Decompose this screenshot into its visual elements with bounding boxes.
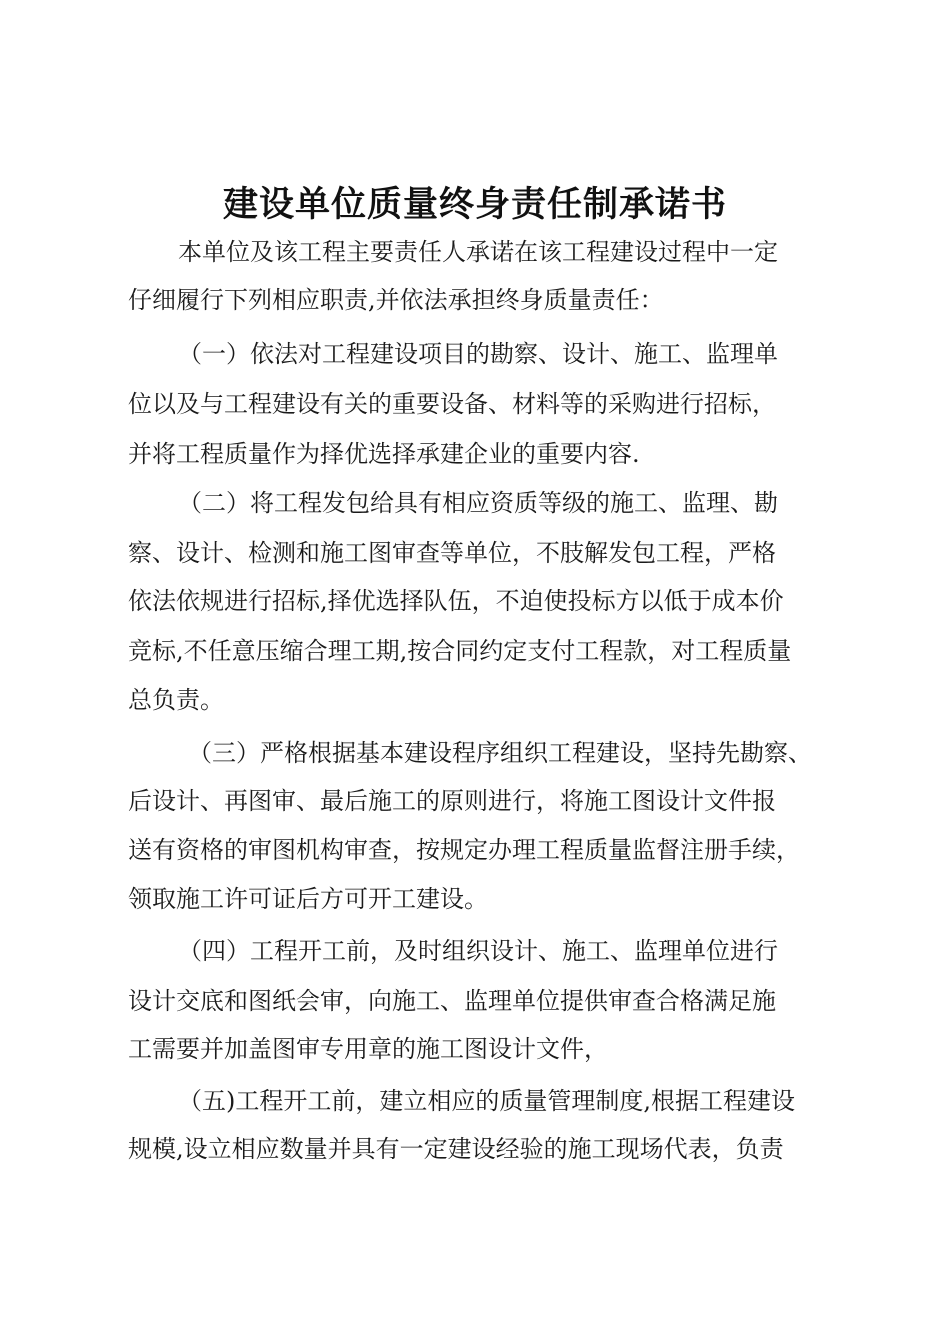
body-line: 后设计、再图审、最后施工的原则进行，将施工图设计文件报 [128,787,776,815]
body-line: 察、设计、检测和施工图审查等单位，不肢解发包工程，严格 [128,539,776,567]
body-line: 位以及与工程建设有关的重要设备、材料等的采购进行招标， [128,390,776,418]
body-line: 总负责。 [128,686,224,714]
body-line: 并将工程质量作为择优选择承建企业的重要内容. [128,440,640,468]
body-line: （一）依法对工程建设项目的勘察、设计、施工、监理单 [178,340,778,368]
body-line: 仔细履行下列相应职责,并依法承担终身质量责任： [128,286,664,314]
body-line: 规模,设立相应数量并具有一定建设经验的施工现场代表，负责 [128,1135,784,1163]
body-line: 领取施工许可证后方可开工建设。 [128,885,488,913]
body-line: 工需要并加盖图审专用章的施工图设计文件， [128,1035,608,1063]
body-line: （四）工程开工前，及时组织设计、施工、监理单位进行 [178,937,778,965]
body-line: 本单位及该工程主要责任人承诺在该工程建设过程中一定 [178,238,778,266]
document-title: 建设单位质量终身责任制承诺书 [222,185,727,225]
body-line: （五)工程开工前，建立相应的质量管理制度,根据工程建设 [178,1087,795,1115]
body-line: 依法依规进行招标,择优选择队伍，不迫使投标方以低于成本价 [128,587,784,615]
body-line: （三）严格根据基本建设程序组织工程建设，坚持先勘察、 [188,739,812,767]
body-line: （二）将工程发包给具有相应资质等级的施工、监理、勘 [178,489,778,517]
body-line: 竞标,不任意压缩合理工期,按合同约定支付工程款，对工程质量 [128,637,792,665]
body-line: 设计交底和图纸会审，向施工、监理单位提供审查合格满足施 [128,987,776,1015]
body-line: 送有资格的审图机构审查，按规定办理工程质量监督注册手续， [128,836,800,864]
